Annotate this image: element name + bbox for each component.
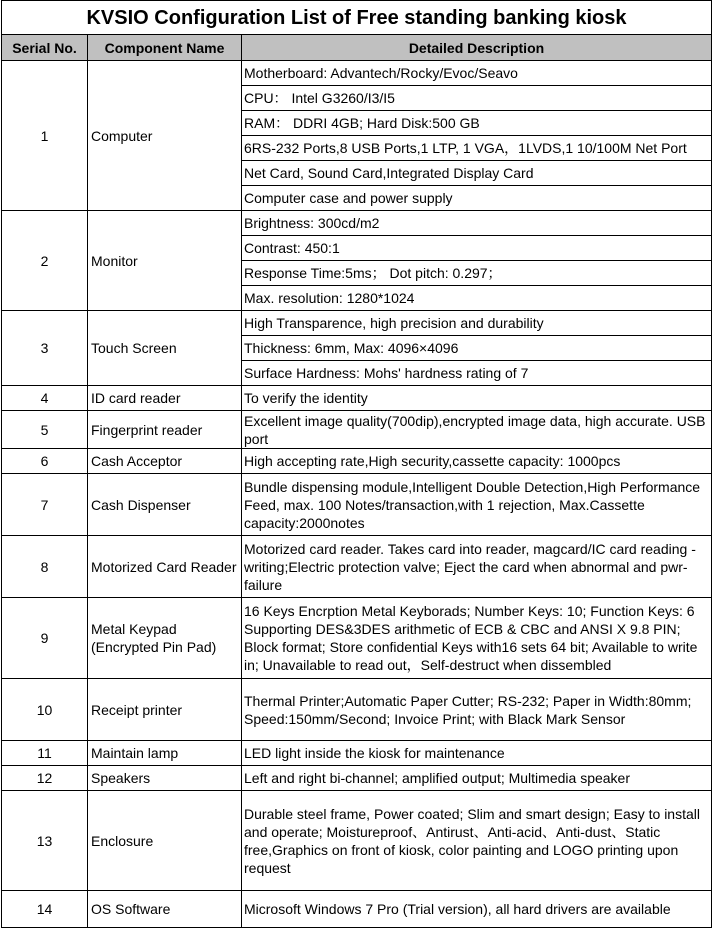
description-cell: Brightness: 300cd/m2: [242, 211, 712, 236]
component-name-cell: Cash Acceptor: [88, 449, 242, 474]
serial-cell: 12: [2, 766, 88, 791]
serial-cell: 3: [2, 311, 88, 386]
serial-cell: 4: [2, 386, 88, 411]
table-row: [2, 679, 712, 741]
component-name-cell: Enclosure: [88, 791, 242, 891]
description-cell: Excellent image quality(700dip),encrypted image data, high accurate. USB port: [242, 411, 712, 449]
serial-cell: 8: [2, 536, 88, 598]
table-row: [2, 411, 712, 449]
table-row: [2, 536, 712, 598]
table-row: [2, 311, 712, 336]
component-name-cell: Maintain lamp: [88, 741, 242, 766]
component-name-cell: Speakers: [88, 766, 242, 791]
description-cell: Thickness: 6mm, Max: 4096×4096: [242, 336, 712, 361]
component-name-cell: OS Software: [88, 891, 242, 928]
table-row: [2, 891, 712, 928]
document-title: KVSIO Configuration List of Free standing banking kiosk: [2, 1, 712, 35]
table-row: [2, 474, 712, 536]
description-cell: High Transparence, high precision and durability: [242, 311, 712, 336]
component-name-cell: Monitor: [88, 211, 242, 311]
table-row: [2, 598, 712, 679]
table-row: [2, 741, 712, 766]
serial-cell: 6: [2, 449, 88, 474]
description-cell: Thermal Printer;Automatic Paper Cutter; RS-232; Paper in Width:80mm; Speed:150mm/Second; Invoice Print; with Black Mark Sensor: [242, 679, 712, 741]
description-cell: Net Card, Sound Card,Integrated Display Card: [242, 161, 712, 186]
description-cell: CPU： Intel G3260/I3/I5: [242, 86, 712, 111]
component-name-cell: Receipt printer: [88, 679, 242, 741]
description-cell: 6RS-232 Ports,8 USB Ports,1 LTP, 1 VGA，1LVDS,1 10/100M Net Port: [242, 136, 712, 161]
serial-cell: 14: [2, 891, 88, 928]
component-name-cell: ID card reader: [88, 386, 242, 411]
component-name-cell: Metal Keypad (Encrypted Pin Pad): [88, 598, 242, 679]
description-cell: Computer case and power supply: [242, 186, 712, 211]
description-cell: To verify the identity: [242, 386, 712, 411]
table-row: [2, 61, 712, 86]
serial-cell: 2: [2, 211, 88, 311]
description-cell: Contrast: 450:1: [242, 236, 712, 261]
table-row: [2, 766, 712, 791]
table-row: [2, 449, 712, 474]
description-cell: 16 Keys Encrption Metal Keyborads; Number Keys: 10; Function Keys: 6 Supporting DES&3DES arithmetic of ECB & CBC and ANSI X 9.8 PIN; Block format; Store confidential Keys with16 sets 64 bit; Available to write in; Unavailable to read out，Self-destruct when dissembled: [242, 598, 712, 679]
description-cell: RAM： DDRI 4GB; Hard Disk:500 GB: [242, 111, 712, 136]
serial-cell: 9: [2, 598, 88, 679]
title-row: [2, 1, 712, 35]
description-cell: LED light inside the kiosk for maintenance: [242, 741, 712, 766]
description-cell: Max. resolution: 1280*1024: [242, 286, 712, 311]
description-cell: Surface Hardness: Mohs' hardness rating of 7: [242, 361, 712, 386]
component-name-cell: Touch Screen: [88, 311, 242, 386]
header-row: [2, 35, 712, 61]
table-row: [2, 211, 712, 236]
description-cell: Response Time:5ms； Dot pitch: 0.297；: [242, 261, 712, 286]
component-name-cell: Cash Dispenser: [88, 474, 242, 536]
description-cell: Microsoft Windows 7 Pro (Trial version), all hard drivers are available: [242, 891, 712, 928]
header-component: Component Name: [88, 35, 242, 61]
description-cell: Motorized card reader. Takes card into reader, magcard/IC card reading - writing;Electric protection valve; Eject the card when abnormal and pwr-failure: [242, 536, 712, 598]
serial-cell: 13: [2, 791, 88, 891]
serial-cell: 1: [2, 61, 88, 211]
component-name-cell: Fingerprint reader: [88, 411, 242, 449]
description-cell: Durable steel frame, Power coated; Slim and smart design; Easy to install and operate; Moistureproof、Antirust、Anti-acid、Anti-dust、Static free,Graphics on front of kiosk, color painting and LOGO printing upon request: [242, 791, 712, 891]
header-description: Detailed Description: [242, 35, 712, 61]
description-cell: High accepting rate,High security,cassette capacity: 1000pcs: [242, 449, 712, 474]
component-name-cell: Computer: [88, 61, 242, 211]
table-row: [2, 386, 712, 411]
description-cell: Left and right bi-channel; amplified output; Multimedia speaker: [242, 766, 712, 791]
serial-cell: 7: [2, 474, 88, 536]
description-cell: Bundle dispensing module,Intelligent Double Detection,High Performance Feed, max. 100 Notes/transaction,with 1 rejection, Max.Cassette capacity:2000notes: [242, 474, 712, 536]
serial-cell: 5: [2, 411, 88, 449]
component-name-cell: Motorized Card Reader: [88, 536, 242, 598]
configuration-table: [1, 0, 712, 928]
serial-cell: 10: [2, 679, 88, 741]
table-row: [2, 791, 712, 891]
description-cell: Motherboard: Advantech/Rocky/Evoc/Seavo: [242, 61, 712, 86]
serial-cell: 11: [2, 741, 88, 766]
header-serial: Serial No.: [2, 35, 88, 61]
